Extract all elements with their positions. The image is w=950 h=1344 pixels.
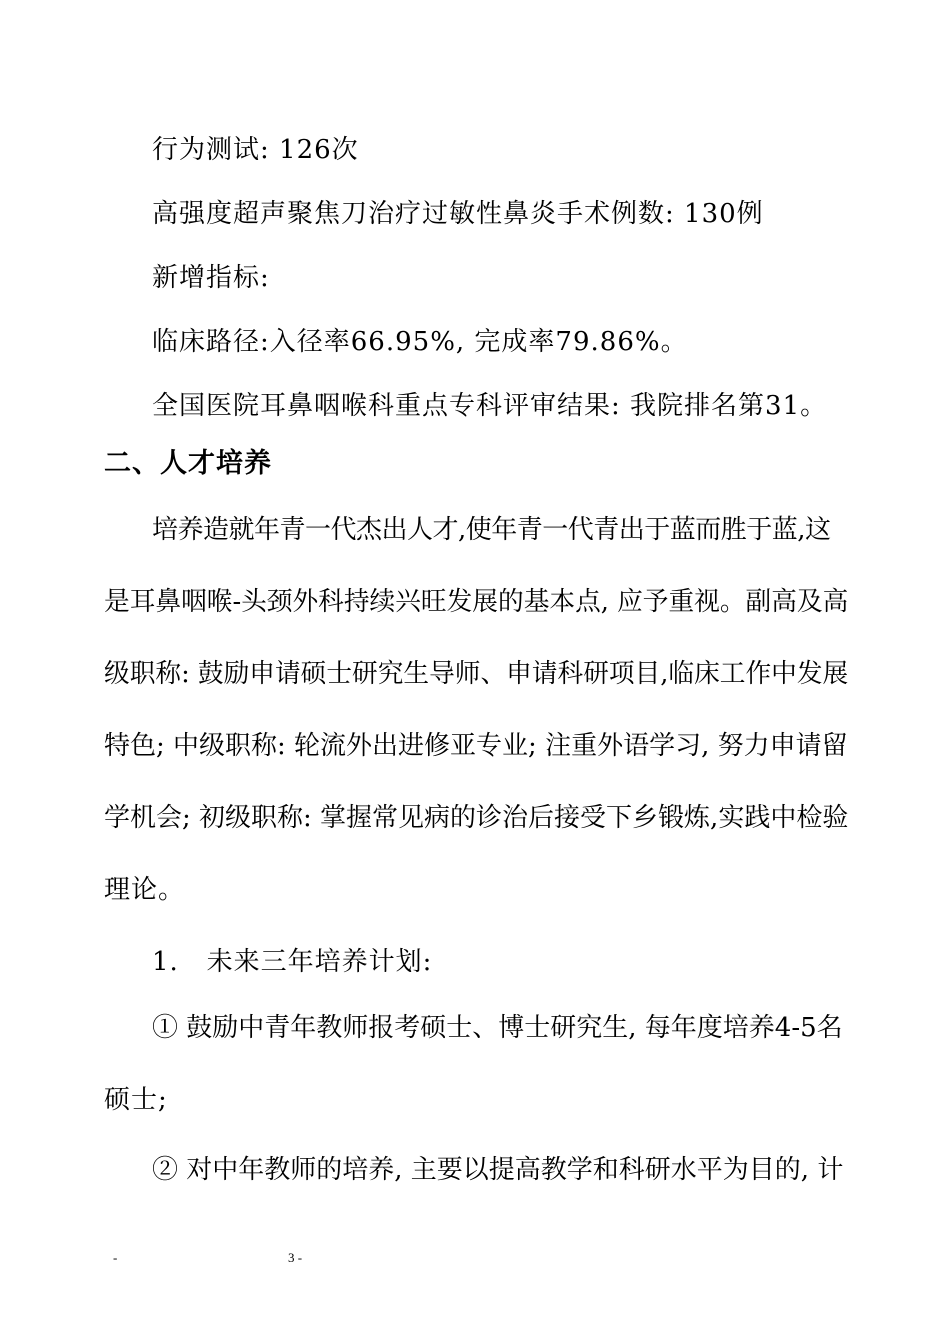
stat-line-new-indicators: 新增指标: bbox=[152, 263, 270, 293]
page-number: 3 - bbox=[288, 1250, 303, 1265]
stat-line-behavior-test: 行为测试: 126次 bbox=[152, 135, 359, 165]
stat-line-hifu-surgery: 高强度超声聚焦刀治疗过敏性鼻炎手术例数: 130例 bbox=[152, 199, 764, 229]
paragraph-line: 理论。 bbox=[104, 875, 186, 905]
plan-item: 硕士; bbox=[104, 1085, 168, 1115]
section-heading: 二、人才培养 bbox=[104, 448, 272, 479]
stat-line-clinical-pathway: 临床路径:入径率66.95%, 完成率79.86%。 bbox=[152, 327, 688, 357]
footer-dash: - bbox=[113, 1250, 118, 1265]
paragraph-line: 特色; 中级职称: 轮流外出进修亚专业; 注重外语学习, 努力申请留 bbox=[104, 731, 848, 761]
paragraph-line: 级职称: 鼓励申请硕士研究生导师、申请科研项目,临床工作中发展 bbox=[104, 659, 849, 689]
paragraph-line: 学机会; 初级职称: 掌握常见病的诊治后接受下乡锻炼,实践中检验 bbox=[104, 803, 849, 833]
paragraph-line: 是耳鼻咽喉-头颈外科持续兴旺发展的基本点, 应予重视。副高及高 bbox=[104, 587, 849, 617]
plan-item: ① 鼓励中青年教师报考硕士、博士研究生, 每年度培养4-5名 bbox=[152, 1013, 843, 1043]
stat-line-ranking: 全国医院耳鼻咽喉科重点专科评审结果: 我院排名第31。 bbox=[152, 391, 828, 421]
plan-heading: 1. 未来三年培养计划: bbox=[152, 947, 433, 977]
plan-item: ② 对中年教师的培养, 主要以提高教学和科研水平为目的, 计 bbox=[152, 1155, 844, 1185]
paragraph-line: 培养造就年青一代杰出人才,使年青一代青出于蓝而胜于蓝,这 bbox=[152, 515, 831, 545]
